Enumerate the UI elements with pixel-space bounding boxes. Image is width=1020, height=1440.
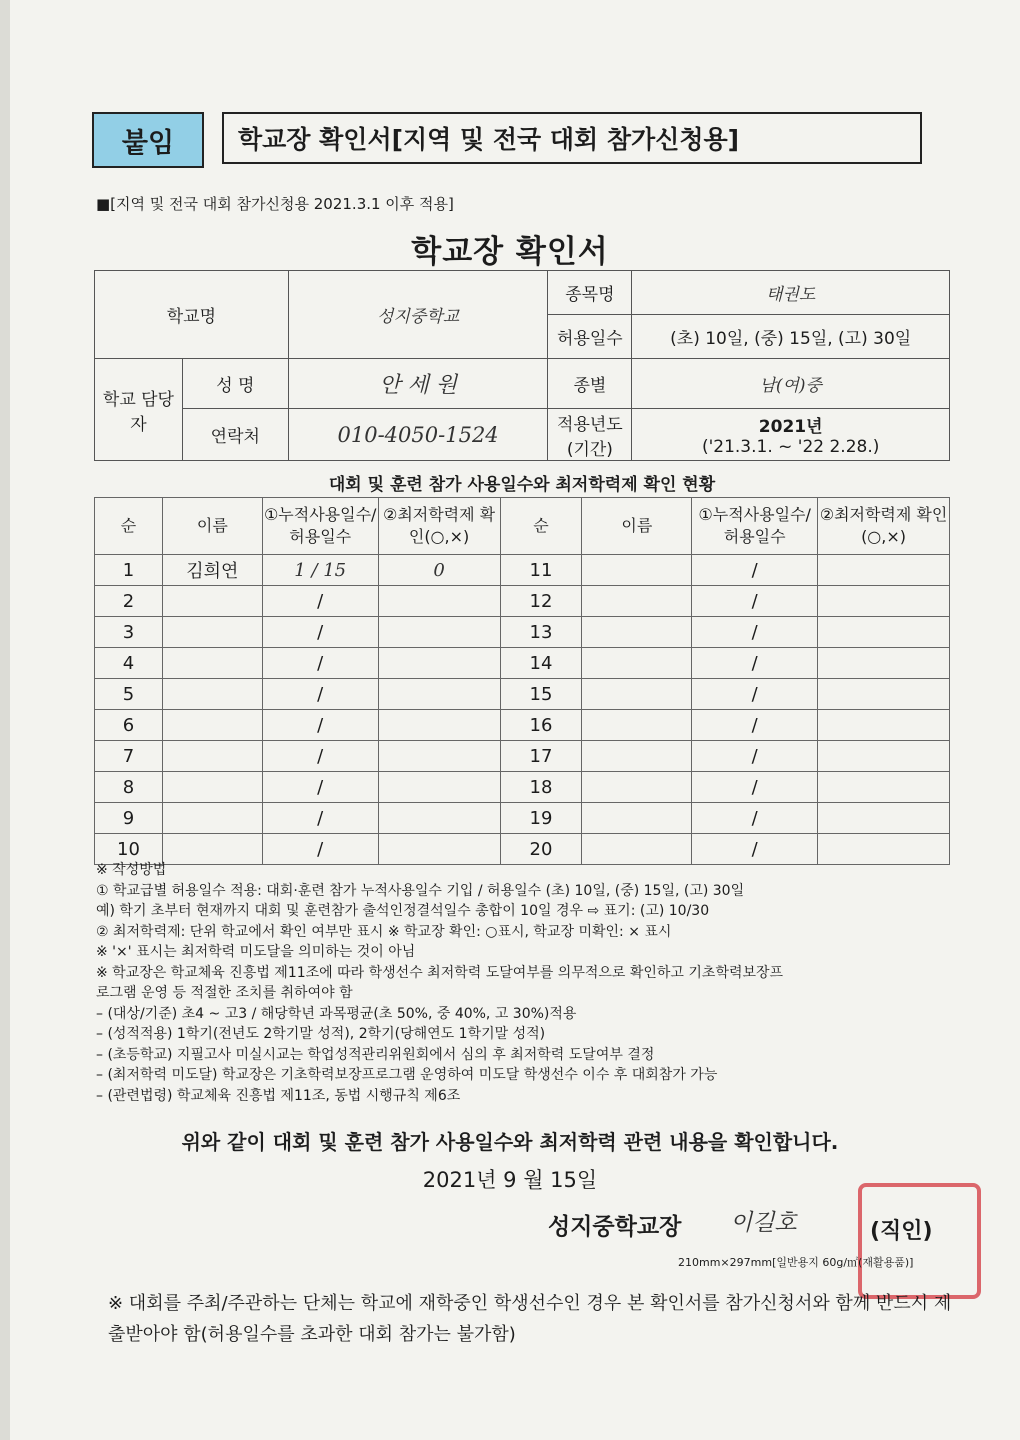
row-days: /: [262, 617, 378, 648]
days-value: (초) 10일, (중) 15일, (고) 30일: [632, 315, 950, 359]
row-no: 1: [95, 555, 163, 586]
page-title: 학교장 확인서: [411, 234, 609, 270]
sport-value: 태권도: [632, 271, 950, 315]
row-check-2: [818, 772, 950, 803]
principal-signature: 이길호: [730, 1210, 797, 1236]
school-value: 성지중학교: [288, 271, 548, 359]
attachment-tag: 붙임: [92, 112, 204, 168]
row-days-2: /: [692, 741, 818, 772]
row-days-2: /: [692, 710, 818, 741]
note-line: ※ '×' 표시는 최저학력 미도달을 의미하는 것이 아님: [96, 944, 416, 960]
note-line: – (성적적용) 1학기(전년도 2학기말 성적), 2학기(당해연도 1학기말 성적): [96, 1026, 546, 1042]
row-no: 10: [95, 834, 163, 865]
row-check: [378, 679, 500, 710]
note-line: 예) 학기 초부터 현재까지 대회 및 훈련참가 출석인정결석일수 총합이 10일 경우 ⇨ 표기: (고) 10/30: [96, 903, 710, 919]
row-no-2: 15: [500, 679, 582, 710]
row-name-2: [582, 741, 692, 772]
row-name: [162, 679, 262, 710]
header-title: 학교장 확인서[지역 및 전국 대회 참가신청용]: [222, 112, 922, 164]
row-days: /: [262, 772, 378, 803]
row-check: [378, 648, 500, 679]
row-no-2: 20: [500, 834, 582, 865]
footer-note: ※ 대회를 주최/주관하는 단체는 학교에 재학중인 학생선수인 경우 본 확인서를 참가신청서와 함께 반드시 제출받아야 함(허용일수를 초과한 대회 참가는 불가함): [108, 1293, 952, 1345]
year-value: 2021년: [758, 417, 823, 437]
header-check: ②최저학력제 확인(○,×): [378, 498, 500, 555]
row-name-2: [582, 617, 692, 648]
note-line: – (대상/기준) 초4 ~ 고3 / 해당학년 과목평균(초 50%, 중 40%, 고 30%)적용: [96, 1005, 577, 1022]
row-days-2: /: [692, 648, 818, 679]
table-row: [95, 710, 950, 741]
row-name-2: [582, 586, 692, 617]
year-period: ('21.3.1. ~ '22 2.28.): [701, 437, 880, 457]
contact-label: 연락처: [182, 409, 288, 461]
row-check: [378, 741, 500, 772]
row-name-2: [582, 648, 692, 679]
row-no-2: 12: [500, 586, 582, 617]
row-days: /: [262, 741, 378, 772]
row-check-2: [818, 617, 950, 648]
row-check-2: [818, 648, 950, 679]
row-no-2: 17: [500, 741, 582, 772]
row-days-2: /: [692, 617, 818, 648]
row-name: [162, 772, 262, 803]
info-table: [94, 270, 950, 461]
row-name: [162, 803, 262, 834]
row-days: 1 / 15: [262, 555, 378, 586]
row-name: [162, 648, 262, 679]
header-check-2: ②최저학력제 확인(○,×): [818, 498, 950, 555]
row-check-2: [818, 586, 950, 617]
year-label: 적용년도 (기간): [548, 409, 632, 461]
table-row: [95, 617, 950, 648]
note-line: ② 최저학력제: 단위 학교에서 확인 여부만 표시 ※ 학교장 확인: ○표시, 학교장 미확인: × 표시: [96, 923, 672, 940]
note-line: ※ 작성방법: [96, 862, 167, 878]
row-no: 8: [95, 772, 163, 803]
row-check: 0: [378, 555, 500, 586]
paper-spec: 210mm×297mm[일반용지 60g/㎡(재활용품)]: [678, 1256, 914, 1269]
issue-date: 2021년 9 월 15일: [422, 1168, 598, 1192]
row-no: 9: [95, 803, 163, 834]
header-no-2: 순: [500, 498, 582, 555]
row-days-2: /: [692, 834, 818, 865]
name-value: 안 세 원: [288, 359, 548, 409]
row-name-2: [582, 710, 692, 741]
table-row: [95, 679, 950, 710]
name-label: 성 명: [182, 359, 288, 409]
row-name: [162, 741, 262, 772]
note-line: 로그램 운영 등 적절한 조치를 취하여야 함: [96, 985, 353, 1001]
row-name: [162, 586, 262, 617]
table-row: [95, 586, 950, 617]
row-no-2: 16: [500, 710, 582, 741]
row-no-2: 14: [500, 648, 582, 679]
row-no: 3: [95, 617, 163, 648]
gender-label: 종별: [548, 359, 632, 409]
row-no: 7: [95, 741, 163, 772]
header-name: 이름: [162, 498, 262, 555]
row-days: /: [262, 679, 378, 710]
principal-title: 성지중학교장: [548, 1214, 682, 1240]
stamp-label: (직인): [870, 1219, 933, 1244]
row-check-2: [818, 803, 950, 834]
row-days-2: /: [692, 803, 818, 834]
row-name: [162, 710, 262, 741]
days-label: 허용일수: [548, 315, 632, 359]
table-header-row: [95, 498, 950, 555]
note-line: ※ 학교장은 학교체육 진흥법 제11조에 따라 학생선수 최저학력 도달여부를 의무적으로 확인하고 기초학력보장프: [96, 964, 784, 981]
application-note: ■[지역 및 전국 대회 참가신청용 2021.3.1 이후 적용]: [96, 195, 454, 213]
row-days: /: [262, 834, 378, 865]
row-check-2: [818, 710, 950, 741]
contact-value: 010-4050-1524: [288, 409, 548, 461]
row-check-2: [818, 741, 950, 772]
note-line: – (최저학력 미도달) 학교장은 기초학력보장프로그램 운영하여 미도달 학생선수 이수 후 대회참가 가능: [96, 1067, 718, 1083]
row-no: 2: [95, 586, 163, 617]
row-days: /: [262, 648, 378, 679]
row-no-2: 19: [500, 803, 582, 834]
row-days: /: [262, 586, 378, 617]
year-cell: [632, 409, 950, 461]
row-days: /: [262, 803, 378, 834]
row-days-2: /: [692, 586, 818, 617]
note-line: – (초등학교) 지필고사 미실시교는 학업성적관리위원회에서 심의 후 최저학력 도달여부 결정: [96, 1046, 655, 1063]
row-check: [378, 803, 500, 834]
row-no-2: 11: [500, 555, 582, 586]
row-no: 5: [95, 679, 163, 710]
participation-table: [94, 497, 950, 865]
header-days-2: ①누적사용일수/ 허용일수: [692, 498, 818, 555]
table-heading: 대회 및 훈련 참가 사용일수와 최저학력제 확인 현황: [328, 475, 716, 495]
row-check: [378, 586, 500, 617]
row-no-2: 13: [500, 617, 582, 648]
table-row: [95, 648, 950, 679]
header-days: ①누적사용일수/ 허용일수: [262, 498, 378, 555]
row-no: 4: [95, 648, 163, 679]
row-days-2: /: [692, 679, 818, 710]
row-check: [378, 710, 500, 741]
gender-value: 남(여)중: [632, 359, 950, 409]
row-days: /: [262, 710, 378, 741]
note-line: ① 학교급별 허용일수 적용: 대회·훈련 참가 누적사용일수 기입 / 허용일수 (초) 10일, (중) 15일, (고) 30일: [96, 882, 745, 899]
table-row: [95, 772, 950, 803]
row-days-2: /: [692, 772, 818, 803]
row-name-2: [582, 803, 692, 834]
row-name-2: [582, 772, 692, 803]
sport-label: 종목명: [548, 271, 632, 315]
note-line: – (관련법령) 학교체육 진흥법 제11조, 동법 시행규칙 제6조: [96, 1087, 461, 1104]
table-row: [95, 803, 950, 834]
instructions: [96, 860, 956, 1106]
row-name-2: [582, 679, 692, 710]
row-name: [162, 617, 262, 648]
row-name: 김희연: [162, 555, 262, 586]
header-name-2: 이름: [582, 498, 692, 555]
row-check-2: [818, 555, 950, 586]
header-no: 순: [95, 498, 163, 555]
confirmation-statement: 위와 같이 대회 및 훈련 참가 사용일수와 최저학력 관련 내용을 확인합니다.: [181, 1130, 839, 1154]
row-check-2: [818, 679, 950, 710]
table-row: [95, 555, 950, 586]
row-check: [378, 772, 500, 803]
row-name-2: [582, 555, 692, 586]
table-row: [95, 741, 950, 772]
row-days-2: /: [692, 555, 818, 586]
row-no: 6: [95, 710, 163, 741]
row-check: [378, 617, 500, 648]
staff-label: 학교 담당자: [95, 359, 183, 461]
row-no-2: 18: [500, 772, 582, 803]
school-label: 학교명: [95, 271, 289, 359]
